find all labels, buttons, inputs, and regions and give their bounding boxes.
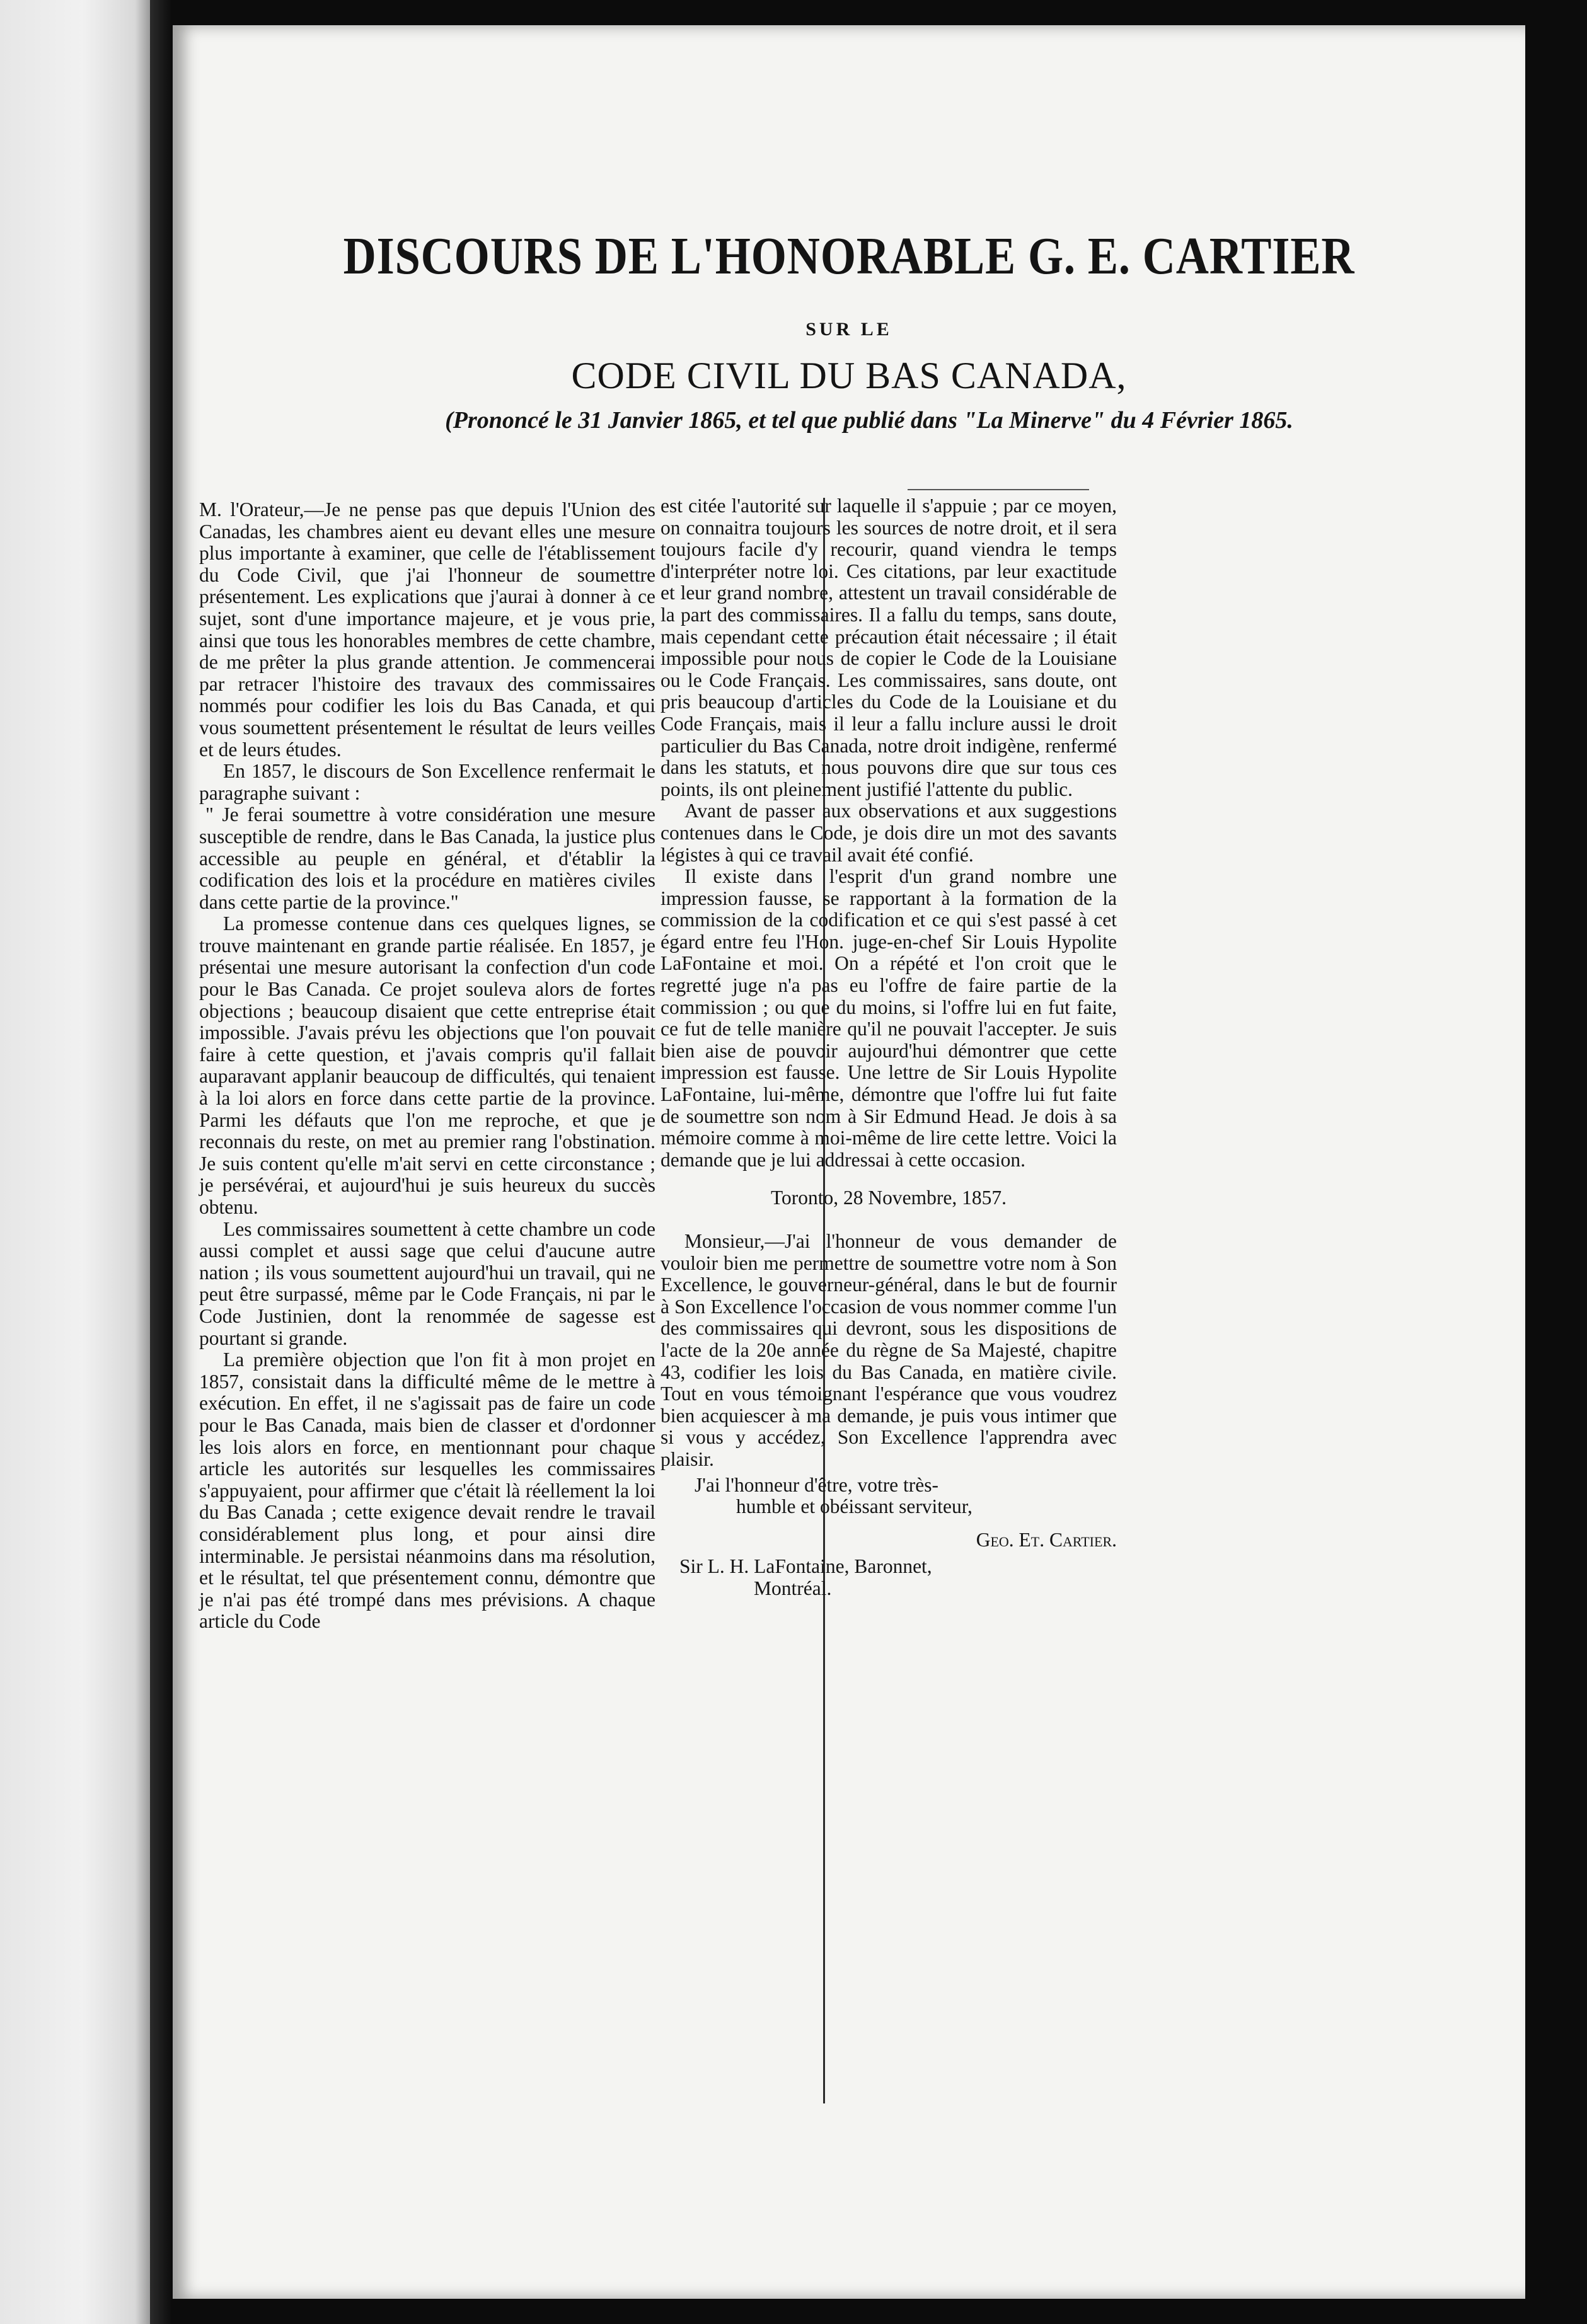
letter-addressee-city: Montréal.: [754, 1577, 832, 1599]
document-title: DISCOURS DE L'HONORABLE G. E. CARTIER: [343, 227, 1355, 285]
letter-addressee: Sir L. H. LaFontaine, Baronnet,: [679, 1555, 932, 1578]
right-column: [661, 495, 1117, 1600]
quoted-paragraph: " Je ferai soumettre à votre considération une mesure susceptible de rendre, dans le Bas Canada, la justice plus accessible au peuple en général, et d'établir la codification des lois et la procédure en matières civiles dans cette partie de la province.": [199, 803, 655, 913]
paragraph: La première objection que l'on fit à mon projet en 1857, consistait dans la difficulté même de le mettre à exécution. En effet, il ne s'agissait pas de faire un code pour le Bas Canada, mais bien de classer et d'ordonner les lois alors en force, en mentionnant pour chaque article les autorités sur lesquelles les commissaires s'appuyaient, pour affirmer que c'était là réellement la loi du Bas Canada ; cette exigence devait rendre le travail considérablement plus long, et pour ainsi dire interminable. Je persistai néanmoins dans ma résolution, et le résultat, tel que présentement connu, démontre que je n'ai pas été trompé dans mes prévisions. A chaque article du Code: [199, 1349, 655, 1633]
title-connector: SUR LE: [805, 319, 892, 340]
previous-page-edge: [0, 0, 150, 2324]
paragraph: Les commissaires soumettent à cette chambre un code aussi complet et aussi sage que celui d'aucune autre nation ; ils vous soumettent aujourd'hui un travail, qui ne peut être surpassé, même par le Code Français, ni par le Code Justinien, dont la renommée de sagesse est pourtant si grande.: [199, 1217, 655, 1349]
paragraph: est citée l'autorité sur laquelle il s'appuie ; par ce moyen, on connaitra toujours les sources de notre droit, et il sera toujours facile d'y recourir, quand viendra le temps d'interpréter notre loi. Ces citations, par leur exactitude et leur grand nombre, attestent un travail considérable de la part des commissaires. Il a fallu du temps, sans doute, mais cependant cette précaution était nécessaire ; il était impossible pour nous de copier le Code de la Louisiane ou le Code Français. Les commissaires, sans doute, ont pris beaucoup d'articles du Code de la Louisiane et du Code Français, mais il leur a fallu inclure aussi le droit particulier du Bas Canada, notre droit indigène, renfermé dans les statuts, et nous pouvons dire que sur tous ces points, ils ont pleinement justifié l'attente du public.: [661, 495, 1117, 800]
publication-note: (Prononcé le 31 Janvier 1865, et tel que publié dans "La Minerve" du 4 Février 1865.: [445, 407, 1293, 434]
letter-signature: Geo. Et. Cartier.: [976, 1528, 1117, 1551]
paragraph: La promesse contenue dans ces quelques lignes, se trouve maintenant en grande partie réalisée. En 1857, je présentai une mesure autorisant la confection d'un code pour le Bas Canada. Ce projet souleva alors de fortes objections ; beaucoup disaient que cette entreprise était impossible. J'avais prévu les objections que l'on pouvait faire à cette question, et j'avais compris qu'il fallait auparavant applanir beaucoup de difficultés, qui tenaient à la loi alors en force dans cette partie de la province. Parmi les défauts que l'on me reproche, et que je reconnais du reste, on met au premier rang l'obstination. Je suis content qu'elle m'ait servi en cette circonstance ; je persévérai, et aujourd'hui je suis heureux du succès obtenu.: [199, 912, 655, 1218]
paragraph: Il existe dans l'esprit d'un grand nombre une impression fausse, se rapportant à la formation de la commission de la codification et ce qui s'est passé à cet égard entre feu l'Hon. juge-en-chef Sir Louis Hypolite LaFontaine et moi. On a répété et l'on croit que le regretté juge n'a pas eu l'offre de faire partie de la commission ; ou que du moins, si l'offre lui en fut faite, ce fut de telle manière qu'il ne pouvait l'accepter. Je suis bien aise de pouvoir aujourd'hui démontrer que cette impression est fausse. Une lettre de Sir Louis Hypolite LaFontaine, lui-même, démontre que l'offre lui fut faite de soumettre son nom à Sir Edmund Head. Je dois à sa mémoire comme à moi-même de lire cette lettre. Voici la demande que je lui addressai à cette occasion.: [661, 865, 1117, 1171]
left-column: [199, 499, 655, 1633]
paragraph: En 1857, le discours de Son Excellence renfermait le paragraphe suivant :: [199, 760, 655, 804]
paragraph: M. l'Orateur,—Je ne pense pas que depuis l'Union des Canadas, les chambres aient eu devant elles une mesure plus importante à examiner, que celle de l'établissement du Code Civil, que j'ai l'honneur de soumettre présentement. Les explications que j'aurai à donner à ce sujet, sont d'une importance majeure, et je vous prie, ainsi que tous les honorables membres de cette chambre, de me prêter la plus grande attention. Je commencerai par retracer l'histoire des travaux des commissaires nommés pour codifier les lois du Bas Canada, et qui vous soumettent présentement le résultat de leurs veilles et de leurs études.: [199, 498, 655, 761]
paragraph: Avant de passer aux observations et aux suggestions contenues dans le Code, je dois dire un mot des savants légistes à qui ce travail avait été confié.: [661, 800, 1117, 866]
letter-closing-line2: humble et obéissant serviteur,: [736, 1495, 972, 1518]
letter-body: Monsieur,—J'ai l'honneur de vous demander de vouloir bien me permettre de soumettre votre nom à Son Excellence, le gouverneur-général, dans le but de fournir à Son Excellence l'occasion de vous nommer comme l'un des commissaires qui devront, sous les dispositions de l'acte de la 20e année du règne de Sa Majesté, chapitre 43, codifier les lois du Bas Canada, en matière civile. Tout en vous témoignant l'espérance que vous voudrez bien acquiescer à ma demande, je puis vous intimer que si vous y accédez, Son Excellence l'apprendra avec plaisir.: [661, 1230, 1117, 1470]
letter-closing: J'ai l'honneur d'être, votre très-: [695, 1473, 939, 1496]
page-gutter-shadow: [150, 0, 173, 2324]
document-page: [173, 25, 1525, 2299]
title-rule: [908, 489, 1089, 490]
letter-date: Toronto, 28 Novembre, 1857.: [771, 1187, 1007, 1209]
document-subtitle: CODE CIVIL DU BAS CANADA,: [571, 355, 1127, 396]
